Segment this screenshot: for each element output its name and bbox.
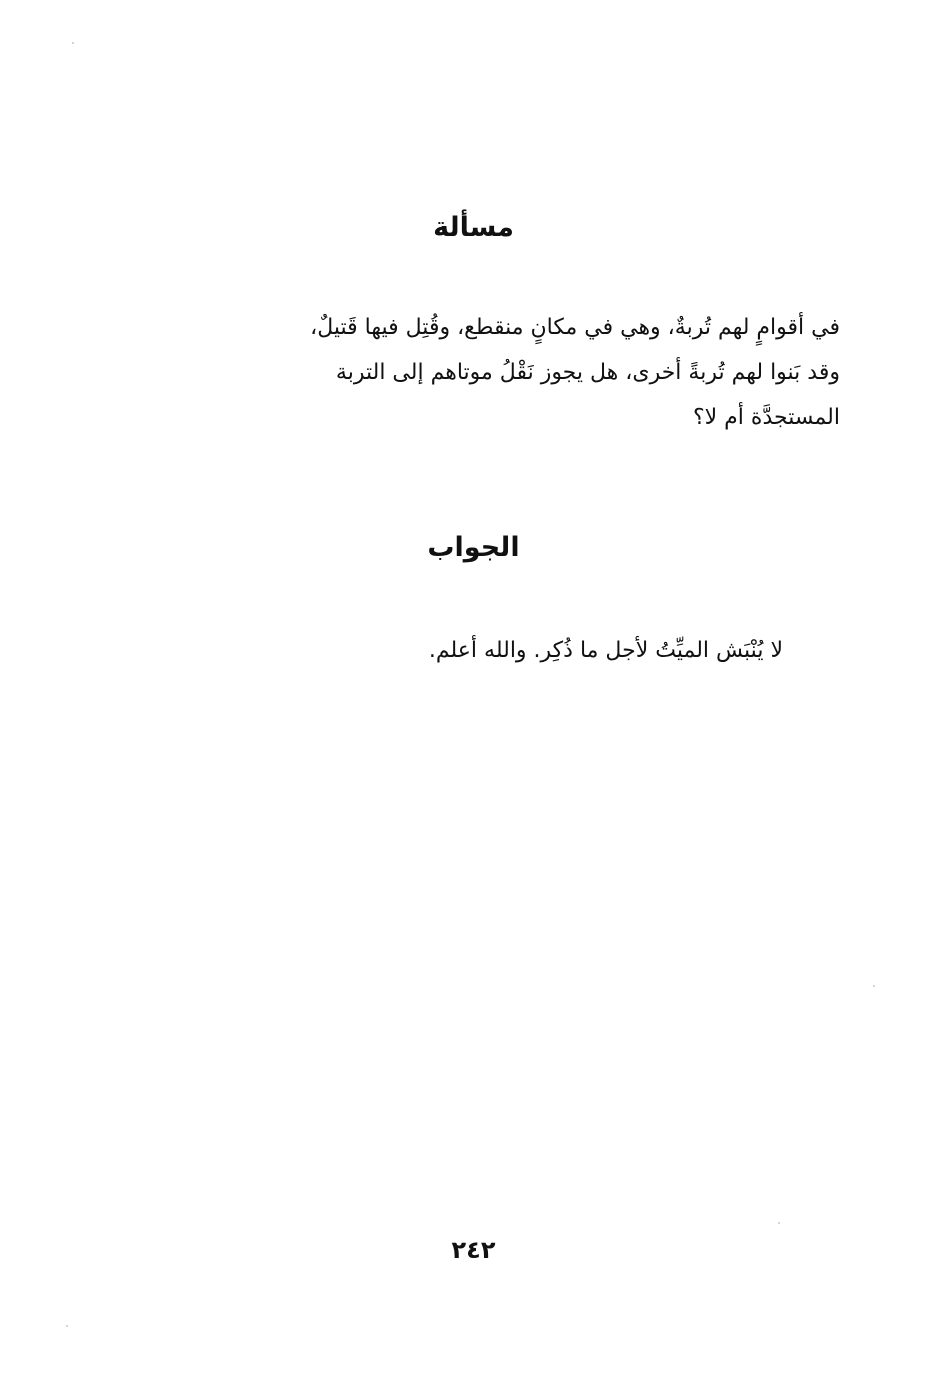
page-number: ٢٤٢ (451, 1236, 496, 1264)
scan-speck (72, 42, 74, 44)
scan-speck (66, 1325, 68, 1327)
question-heading: مسألة (433, 212, 514, 243)
scan-speck (873, 985, 875, 987)
scan-speck (778, 1222, 780, 1224)
answer-heading: الجواب (427, 532, 520, 563)
question-text (110, 305, 840, 440)
question-line: في أقوامٍ لهم تُربةٌ، وهي في مكانٍ منقطع، وقُتِل فيها قَتيلٌ، (310, 315, 840, 340)
answer-text: لا يُنْبَش الميِّتُ لأجل ما ذُكِر. والله أعلم. (428, 638, 783, 663)
question-line: المستجدَّة أم لا؟ (692, 405, 840, 430)
question-line: وقد بَنوا لهم تُربةً أخرى، هل يجوز نَقْلُ موتاهم إلى التربة (335, 360, 840, 385)
